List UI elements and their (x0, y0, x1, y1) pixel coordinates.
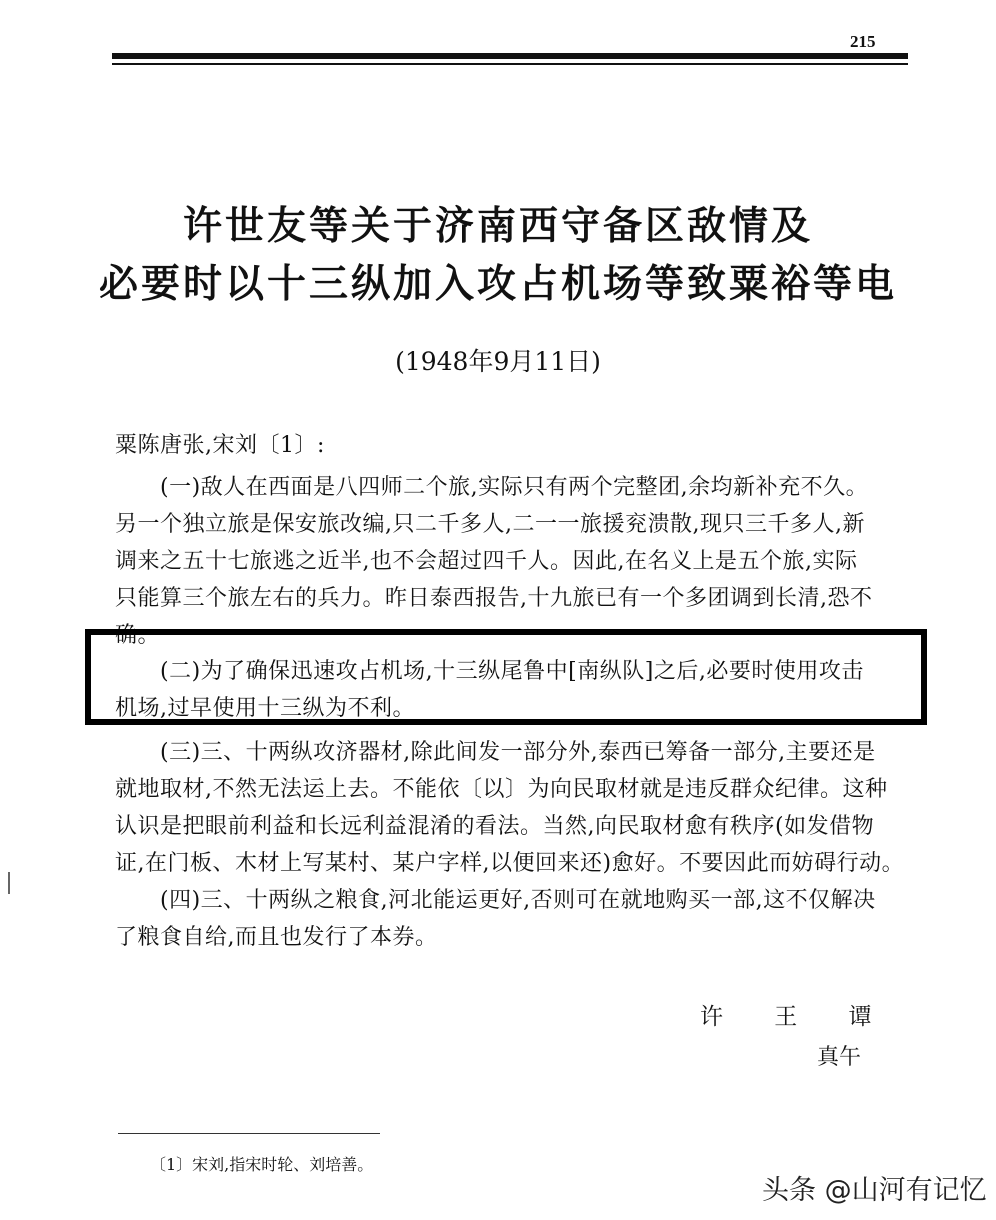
paragraph-line: 调来之五十七旅逃之近半,也不会超过四千人。因此,在名义上是五个旅,实际 (115, 549, 858, 574)
document-date: (1948年9月11日) (395, 347, 601, 376)
title-line-1: 许世友等关于济南西守备区敌情及 (182, 204, 813, 249)
paragraph-line: 另一个独立旅是保安旅改编,只二千多人,二一一旅援兖溃散,现只三千多人,新 (115, 512, 865, 537)
recipients: 粟陈唐张,宋刘〔1〕: (115, 433, 325, 458)
paragraph-line: (三)三、十两纵攻济器材,除此间发一部分外,泰西已筹备一部分,主要还是 (160, 740, 876, 765)
watermark: 头条 @山河有记忆 (762, 1175, 987, 1206)
paragraph-line: 只能算三个旅左右的兵力。昨日泰西报告,十九旅已有一个多团调到长清,恐不 (115, 586, 873, 611)
footnote-rule (118, 1133, 380, 1134)
paragraph-line: 证,在门板、木材上写某村、某户字样,以便回来还)愈好。不要因此而妨碍行动。 (115, 851, 905, 876)
paragraph-line: 认识是把眼前利益和长远利益混淆的看法。当然,向民取材愈有秩序(如发借物 (115, 814, 875, 839)
paragraph-line: 机场,过早使用十三纵为不利。 (115, 696, 415, 721)
paragraph-line: 了粮食自给,而且也发行了本券。 (115, 925, 438, 950)
paragraph-line: (四)三、十两纵之粮食,河北能运更好,否则可在就地购买一部,这不仅解决 (160, 888, 876, 913)
footnote: 〔1〕宋刘,指宋时轮、刘培善。 (150, 1155, 374, 1174)
paragraph-line: (二)为了确保迅速攻占机场,十三纵尾鲁中[南纵队]之后,必要时使用攻击 (160, 659, 864, 684)
signature-time: 真午 (817, 1045, 862, 1070)
paragraph-line: 就地取材,不然无法运上去。不能依〔以〕为向民取材就是违反群众纪律。这种 (115, 777, 888, 802)
scan-artifact (8, 872, 10, 894)
paragraph-line: (一)敌人在西面是八四师二个旅,实际只有两个完整团,余均新补充不久。 (160, 475, 869, 500)
title-line-2: 必要时以十三纵加入攻占机场等致粟裕等电 (98, 262, 897, 307)
paragraph-line: 确。 (115, 623, 161, 648)
signature-names: 许 王 谭 (700, 1004, 894, 1030)
highlight-box (85, 629, 927, 725)
header-rule-thin (112, 63, 908, 65)
page-number: 215 (850, 32, 876, 51)
header-rule (112, 53, 908, 59)
